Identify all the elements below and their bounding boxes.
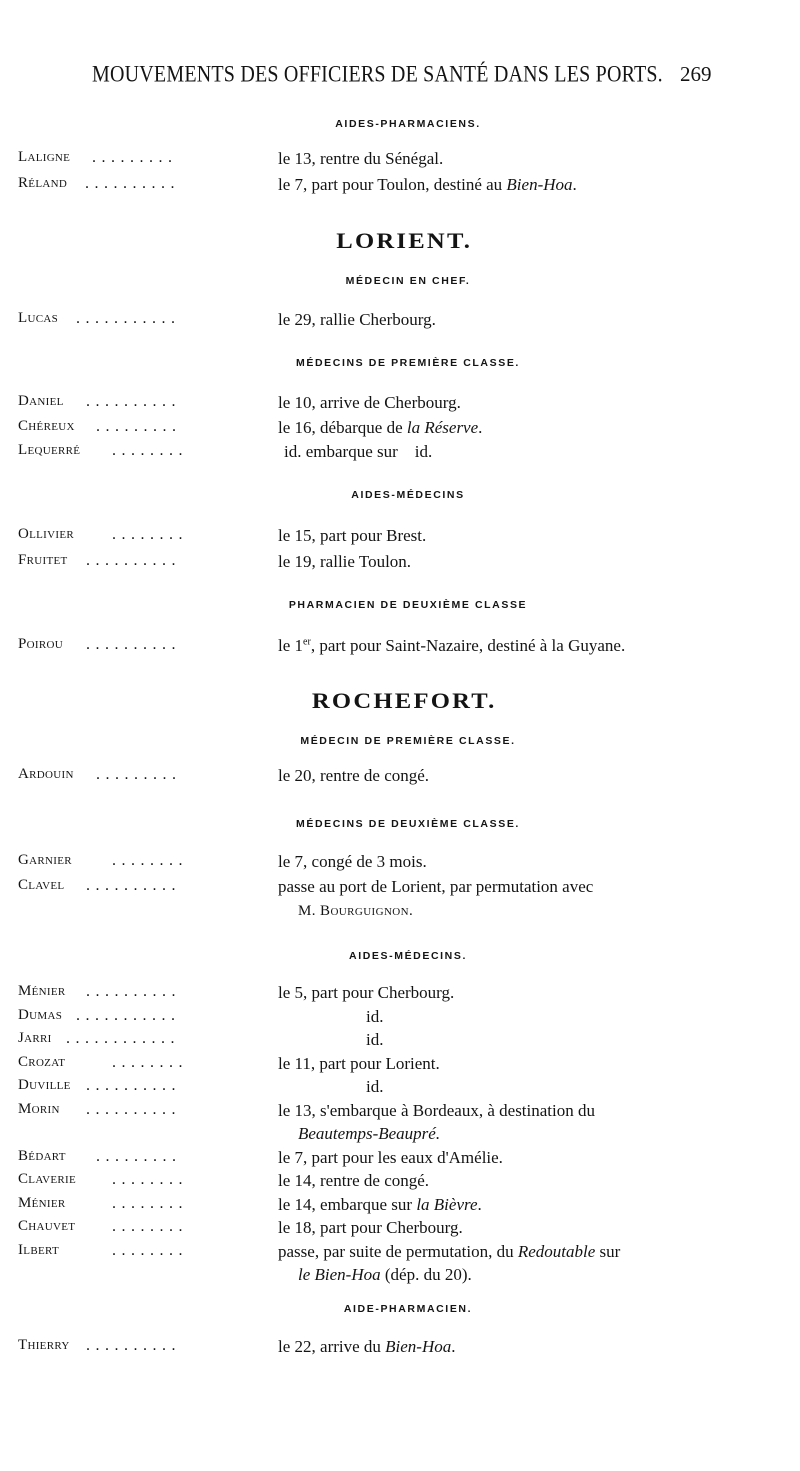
leader-dots: ......... <box>92 149 178 166</box>
entry <box>0 1337 800 1359</box>
port-title-rochefort: ROCHEFORT. <box>311 688 497 713</box>
section-heading-aides-medecins: AIDES-MÉDECINS <box>351 489 465 501</box>
section-heading-medecin-en-chef: MÉDECIN EN CHEF. <box>345 275 471 287</box>
leader-dots: .......... <box>86 1077 181 1094</box>
leader-dots: .......... <box>85 175 180 192</box>
leader-dots: ........ <box>112 1242 188 1259</box>
entry-name: Crozat <box>18 1054 66 1070</box>
entry <box>0 310 800 332</box>
entry <box>0 1148 800 1170</box>
entry-text: passe au port de Lorient, par permutation avec <box>278 877 594 896</box>
entry-text: le 19, rallie Toulon. <box>278 552 412 571</box>
entry-continuation: Beautemps-Beaupré. <box>298 1124 441 1143</box>
leader-dots: ........... <box>76 310 181 327</box>
entry <box>0 175 800 197</box>
entry <box>0 1242 800 1264</box>
entry <box>0 636 800 658</box>
leader-dots: ........ <box>112 852 188 869</box>
entry-name: Ardouin <box>18 766 74 782</box>
entry-name: Jarri <box>18 1030 52 1046</box>
entry <box>0 1101 800 1123</box>
section-heading-medecins-deuxieme-classe: MÉDECINS DE DEUXIÈME CLASSE. <box>296 818 520 830</box>
entry <box>0 1030 800 1052</box>
leader-dots: ........ <box>112 1054 188 1071</box>
entry-text: le 7, part pour les eaux d'Amélie. <box>278 1148 503 1167</box>
leader-dots: .......... <box>86 1101 181 1118</box>
entry-name: Morin <box>18 1101 60 1117</box>
entry-text: id. <box>366 1030 384 1049</box>
leader-dots: .......... <box>86 983 181 1000</box>
entry-name: Chéreux <box>18 418 75 434</box>
leader-dots: ......... <box>96 418 182 435</box>
page-header <box>0 62 800 92</box>
entry-text: le 18, part pour Cherbourg. <box>278 1218 463 1237</box>
leader-dots: ............ <box>66 1030 180 1047</box>
leader-dots: .......... <box>86 1337 181 1354</box>
leader-dots: .......... <box>86 636 181 653</box>
entry-name: Thierry <box>18 1337 70 1353</box>
entry <box>0 1171 800 1193</box>
entry-text: le 7, congé de 3 mois. <box>278 852 427 871</box>
leader-dots: .......... <box>86 877 181 894</box>
entry-name: Claverie <box>18 1171 77 1187</box>
entry-text: le 14, embarque sur la Bièvre. <box>278 1195 482 1214</box>
entry-text: le 29, rallie Cherbourg. <box>278 310 436 329</box>
entry-name: Ménier <box>18 983 66 999</box>
entry <box>0 877 800 899</box>
section-heading-medecins-premiere-classe: MÉDECINS DE PREMIÈRE CLASSE. <box>296 357 520 369</box>
entry-text: le 14, rentre de congé. <box>278 1171 430 1190</box>
entry-continuation: M. Bourguignon. <box>298 903 414 919</box>
entry-name: Chauvet <box>18 1218 76 1234</box>
entry-text: le 13, rentre du Sénégal. <box>278 149 444 168</box>
entry <box>0 442 800 464</box>
running-head: MOUVEMENTS DES OFFICIERS DE SANTÉ DANS LES PORTS. <box>92 62 663 88</box>
entry-text: le 7, part pour Toulon, destiné au Bien-Hoa. <box>278 175 577 194</box>
section-heading-medecin-premiere-classe: MÉDECIN DE PREMIÈRE CLASSE. <box>300 735 516 747</box>
entry-name: Daniel <box>18 393 64 409</box>
port-title-lorient: LORIENT. <box>336 228 473 253</box>
entry <box>0 852 800 874</box>
entry-text: passe, par suite de permutation, du Redoutable sur <box>278 1242 621 1261</box>
entry-text: le 15, part pour Brest. <box>278 526 427 545</box>
entry-text: le 10, arrive de Cherbourg. <box>278 393 461 412</box>
entry-name: Ollivier <box>18 526 74 542</box>
entry-name: Laligne <box>18 149 71 165</box>
entry <box>0 1007 800 1029</box>
leader-dots: ........ <box>112 1218 188 1235</box>
section-heading-aides-pharmaciens: AIDES-PHARMACIENS. <box>335 118 481 130</box>
entry-name: Ménier <box>18 1195 66 1211</box>
page-number: 269 <box>680 62 712 86</box>
entry-text: le 1er, part pour Saint-Nazaire, destiné à la Guyane. <box>278 636 626 655</box>
entry-text: le 5, part pour Cherbourg. <box>278 983 455 1002</box>
entry <box>0 526 800 548</box>
entry-name: Clavel <box>18 877 65 893</box>
entry-text: le 11, part pour Lorient. <box>278 1054 440 1073</box>
leader-dots: ........ <box>112 1171 188 1188</box>
entry <box>0 1195 800 1217</box>
entry-text: le 16, débarque de la Réserve. <box>278 418 483 437</box>
entry-name: Dumas <box>18 1007 63 1023</box>
leader-dots: ........... <box>76 1007 181 1024</box>
leader-dots: .......... <box>86 552 181 569</box>
entry-text: le 22, arrive du Bien-Hoa. <box>278 1337 456 1356</box>
entry-text: id. <box>366 1077 384 1096</box>
entry-text: le 13, s'embarque à Bordeaux, à destination du <box>278 1101 595 1120</box>
entry-name: Lequerré <box>18 442 81 458</box>
leader-dots: ......... <box>96 766 182 783</box>
entry <box>0 983 800 1005</box>
entry-name: Fruitet <box>18 552 68 568</box>
section-heading-aides-medecins-rochefort: AIDES-MÉDECINS. <box>349 950 467 962</box>
leader-dots: ........ <box>112 1195 188 1212</box>
entry <box>0 393 800 415</box>
entry-name: Bédart <box>18 1148 66 1164</box>
section-heading-aide-pharmacien: AIDE-PHARMACIEN. <box>343 1303 473 1315</box>
section-heading-pharmacien-deuxieme-classe: PHARMACIEN DE DEUXIÈME CLASSE <box>288 599 528 611</box>
entry <box>0 1077 800 1099</box>
entry-text: le 20, rentre de congé. <box>278 766 430 785</box>
leader-dots: ......... <box>96 1148 182 1165</box>
entry <box>0 1054 800 1076</box>
entry <box>0 149 800 171</box>
entry <box>0 418 800 440</box>
entry-name: Garnier <box>18 852 72 868</box>
entry-name: Poirou <box>18 636 63 652</box>
entry-name: Duville <box>18 1077 71 1093</box>
entry <box>0 766 800 788</box>
entry-text: id. <box>366 1007 384 1026</box>
leader-dots: ........ <box>112 526 188 543</box>
entry-name: Réland <box>18 175 68 191</box>
entry-name: Ilbert <box>18 1242 59 1258</box>
entry-continuation: le Bien-Hoa (dép. du 20). <box>298 1265 472 1284</box>
leader-dots: ........ <box>112 442 188 459</box>
entry-text: id. embarque sur id. <box>284 442 433 461</box>
leader-dots: .......... <box>86 393 181 410</box>
entry-name: Lucas <box>18 310 59 326</box>
entry <box>0 1218 800 1240</box>
entry <box>0 552 800 574</box>
